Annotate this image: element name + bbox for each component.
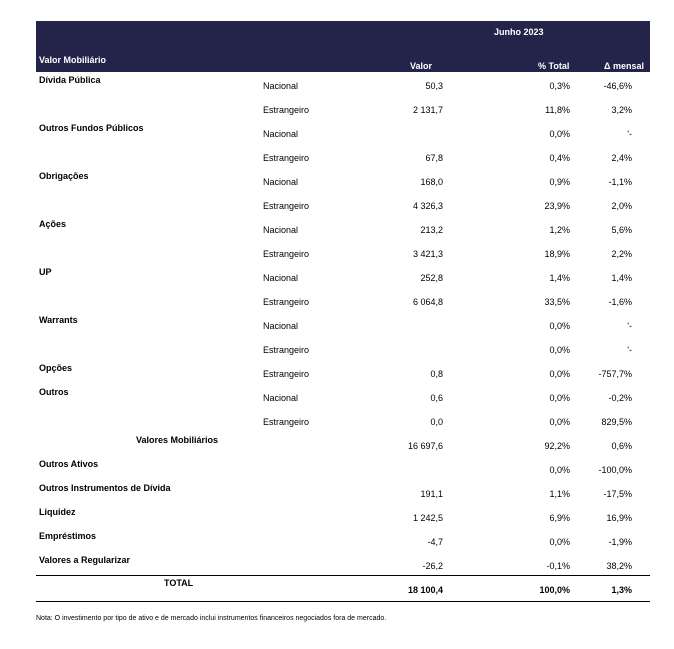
row-delta: 1,4%: [611, 273, 632, 283]
row-pct: 0,3%: [549, 81, 570, 91]
row-pct: 23,9%: [544, 201, 570, 211]
row-category: Obrigações: [39, 171, 89, 181]
row-delta: -100,0%: [598, 465, 632, 475]
row-delta: 2,0%: [611, 201, 632, 211]
row-market: Nacional: [263, 81, 299, 91]
row-market: Nacional: [263, 393, 299, 403]
table-row: [36, 312, 650, 336]
table-row: [36, 384, 650, 408]
column-header-delta: Δ mensal: [604, 61, 644, 71]
row-category: Ações: [39, 219, 67, 229]
table-row: [36, 144, 650, 168]
row-delta: 3,2%: [611, 105, 632, 115]
table-row: [36, 480, 650, 504]
row-delta: 2,2%: [611, 249, 632, 259]
row-delta: -1,9%: [608, 537, 632, 547]
row-pct: 92,2%: [544, 441, 570, 451]
row-pct: -0,1%: [546, 561, 570, 571]
row-category: Dívida Pública: [39, 75, 101, 85]
table-header: [36, 21, 650, 72]
row-market: Estrangeiro: [263, 297, 310, 307]
table-row: [36, 336, 650, 360]
row-category: Empréstimos: [39, 531, 97, 541]
row-pct: 0,0%: [549, 129, 570, 139]
row-delta: 5,6%: [611, 225, 632, 235]
table-row: [36, 264, 650, 288]
row-delta: 38,2%: [606, 561, 632, 571]
row-category: Opções: [39, 363, 73, 373]
row-pct: 6,9%: [549, 513, 570, 523]
table-row: [36, 408, 650, 432]
row-pct: 1,1%: [549, 489, 570, 499]
row-market: Estrangeiro: [263, 201, 310, 211]
table-body: [36, 72, 650, 576]
row-category: Liquidez: [39, 507, 76, 517]
row-value: 2 131,7: [412, 105, 443, 115]
row-pct: 1,4%: [549, 273, 570, 283]
row-value: 0,6: [430, 393, 443, 403]
row-pct: 1,2%: [549, 225, 570, 235]
row-delta: 16,9%: [606, 513, 632, 523]
row-market: Nacional: [263, 321, 299, 331]
row-category: Valores a Regularizar: [39, 555, 131, 565]
row-category: Valores Mobiliários: [136, 435, 219, 445]
row-value: -4,7: [427, 537, 443, 547]
row-delta: 0,6%: [611, 441, 632, 451]
row-delta: 829,5%: [601, 417, 632, 427]
row-market: Estrangeiro: [263, 249, 310, 259]
row-delta: -757,7%: [598, 369, 632, 379]
row-value: 6 064,8: [412, 297, 443, 307]
period-label: Junho 2023: [494, 27, 544, 37]
row-pct: 0,0%: [549, 537, 570, 547]
row-pct: 33,5%: [544, 297, 570, 307]
row-delta: '-: [627, 321, 632, 331]
table-row: [36, 360, 650, 384]
column-header-pct: % Total: [538, 61, 570, 71]
row-market: Estrangeiro: [263, 153, 310, 163]
total-delta: 1,3%: [611, 585, 632, 595]
table-row: [36, 120, 650, 144]
table-row: [36, 432, 650, 456]
row-pct: 0,9%: [549, 177, 570, 187]
total-row: [36, 575, 650, 602]
row-category: Outros Instrumentos de Dívida: [39, 483, 171, 493]
row-category: Outros: [39, 387, 69, 397]
footnote: Nota: O investimento por tipo de ativo e de mercado inclui instrumentos financeiros negociados fora de mercado.: [36, 615, 387, 622]
row-value: 67,8: [425, 153, 443, 163]
row-pct: 11,8%: [545, 105, 570, 115]
row-market: Nacional: [263, 177, 299, 187]
table-row: [36, 504, 650, 528]
row-pct: 18,9%: [544, 249, 570, 259]
row-market: Nacional: [263, 225, 299, 235]
row-delta: -0,2%: [608, 393, 632, 403]
row-category: Outros Fundos Públicos: [39, 123, 144, 133]
row-market: Estrangeiro: [263, 345, 310, 355]
table-row: [36, 456, 650, 480]
table-row: [36, 96, 650, 120]
table-row: [36, 216, 650, 240]
table-row: [36, 528, 650, 552]
row-pct: 0,0%: [549, 321, 570, 331]
row-delta: '-: [627, 129, 632, 139]
row-pct: 0,0%: [549, 417, 570, 427]
row-delta: -1,1%: [608, 177, 632, 187]
total-pct: 100,0%: [539, 585, 570, 595]
row-value: 191,1: [420, 489, 443, 499]
row-category: UP: [39, 267, 52, 277]
column-header-category: Valor Mobiliário: [39, 55, 107, 65]
table-row: [36, 192, 650, 216]
row-value: 1 242,5: [412, 513, 443, 523]
row-category: Warrants: [39, 315, 78, 325]
row-delta: '-: [627, 345, 632, 355]
row-market: Nacional: [263, 273, 299, 283]
row-market: Estrangeiro: [263, 417, 310, 427]
row-pct: 0,4%: [549, 153, 570, 163]
row-pct: 0,0%: [549, 369, 570, 379]
total-label: TOTAL: [164, 578, 194, 588]
row-value: 3 421,3: [412, 249, 443, 259]
row-value: 50,3: [425, 81, 443, 91]
table-row: [36, 72, 650, 96]
row-category: Outros Ativos: [39, 459, 99, 469]
row-market: Nacional: [263, 129, 299, 139]
row-value: 0,8: [430, 369, 443, 379]
total-value: 18 100,4: [407, 585, 443, 595]
row-market: Estrangeiro: [263, 369, 310, 379]
table-row: [36, 240, 650, 264]
row-delta: -17,5%: [603, 489, 632, 499]
row-value: 0,0: [430, 417, 443, 427]
row-pct: 0,0%: [549, 465, 570, 475]
row-value: 168,0: [420, 177, 443, 187]
table-row: [36, 288, 650, 312]
row-market: Estrangeiro: [263, 105, 310, 115]
row-value: 213,2: [420, 225, 443, 235]
table-row: [36, 168, 650, 192]
row-delta: -46,6%: [603, 81, 632, 91]
row-value: 4 326,3: [412, 201, 443, 211]
row-value: -26,2: [422, 561, 443, 571]
table-row: [36, 552, 650, 576]
column-header-value: Valor: [410, 61, 433, 71]
row-delta: -1,6%: [608, 297, 632, 307]
row-value: 16 697,6: [407, 441, 443, 451]
row-pct: 0,0%: [549, 393, 570, 403]
row-delta: 2,4%: [611, 153, 632, 163]
row-pct: 0,0%: [549, 345, 570, 355]
row-value: 252,8: [420, 273, 443, 283]
